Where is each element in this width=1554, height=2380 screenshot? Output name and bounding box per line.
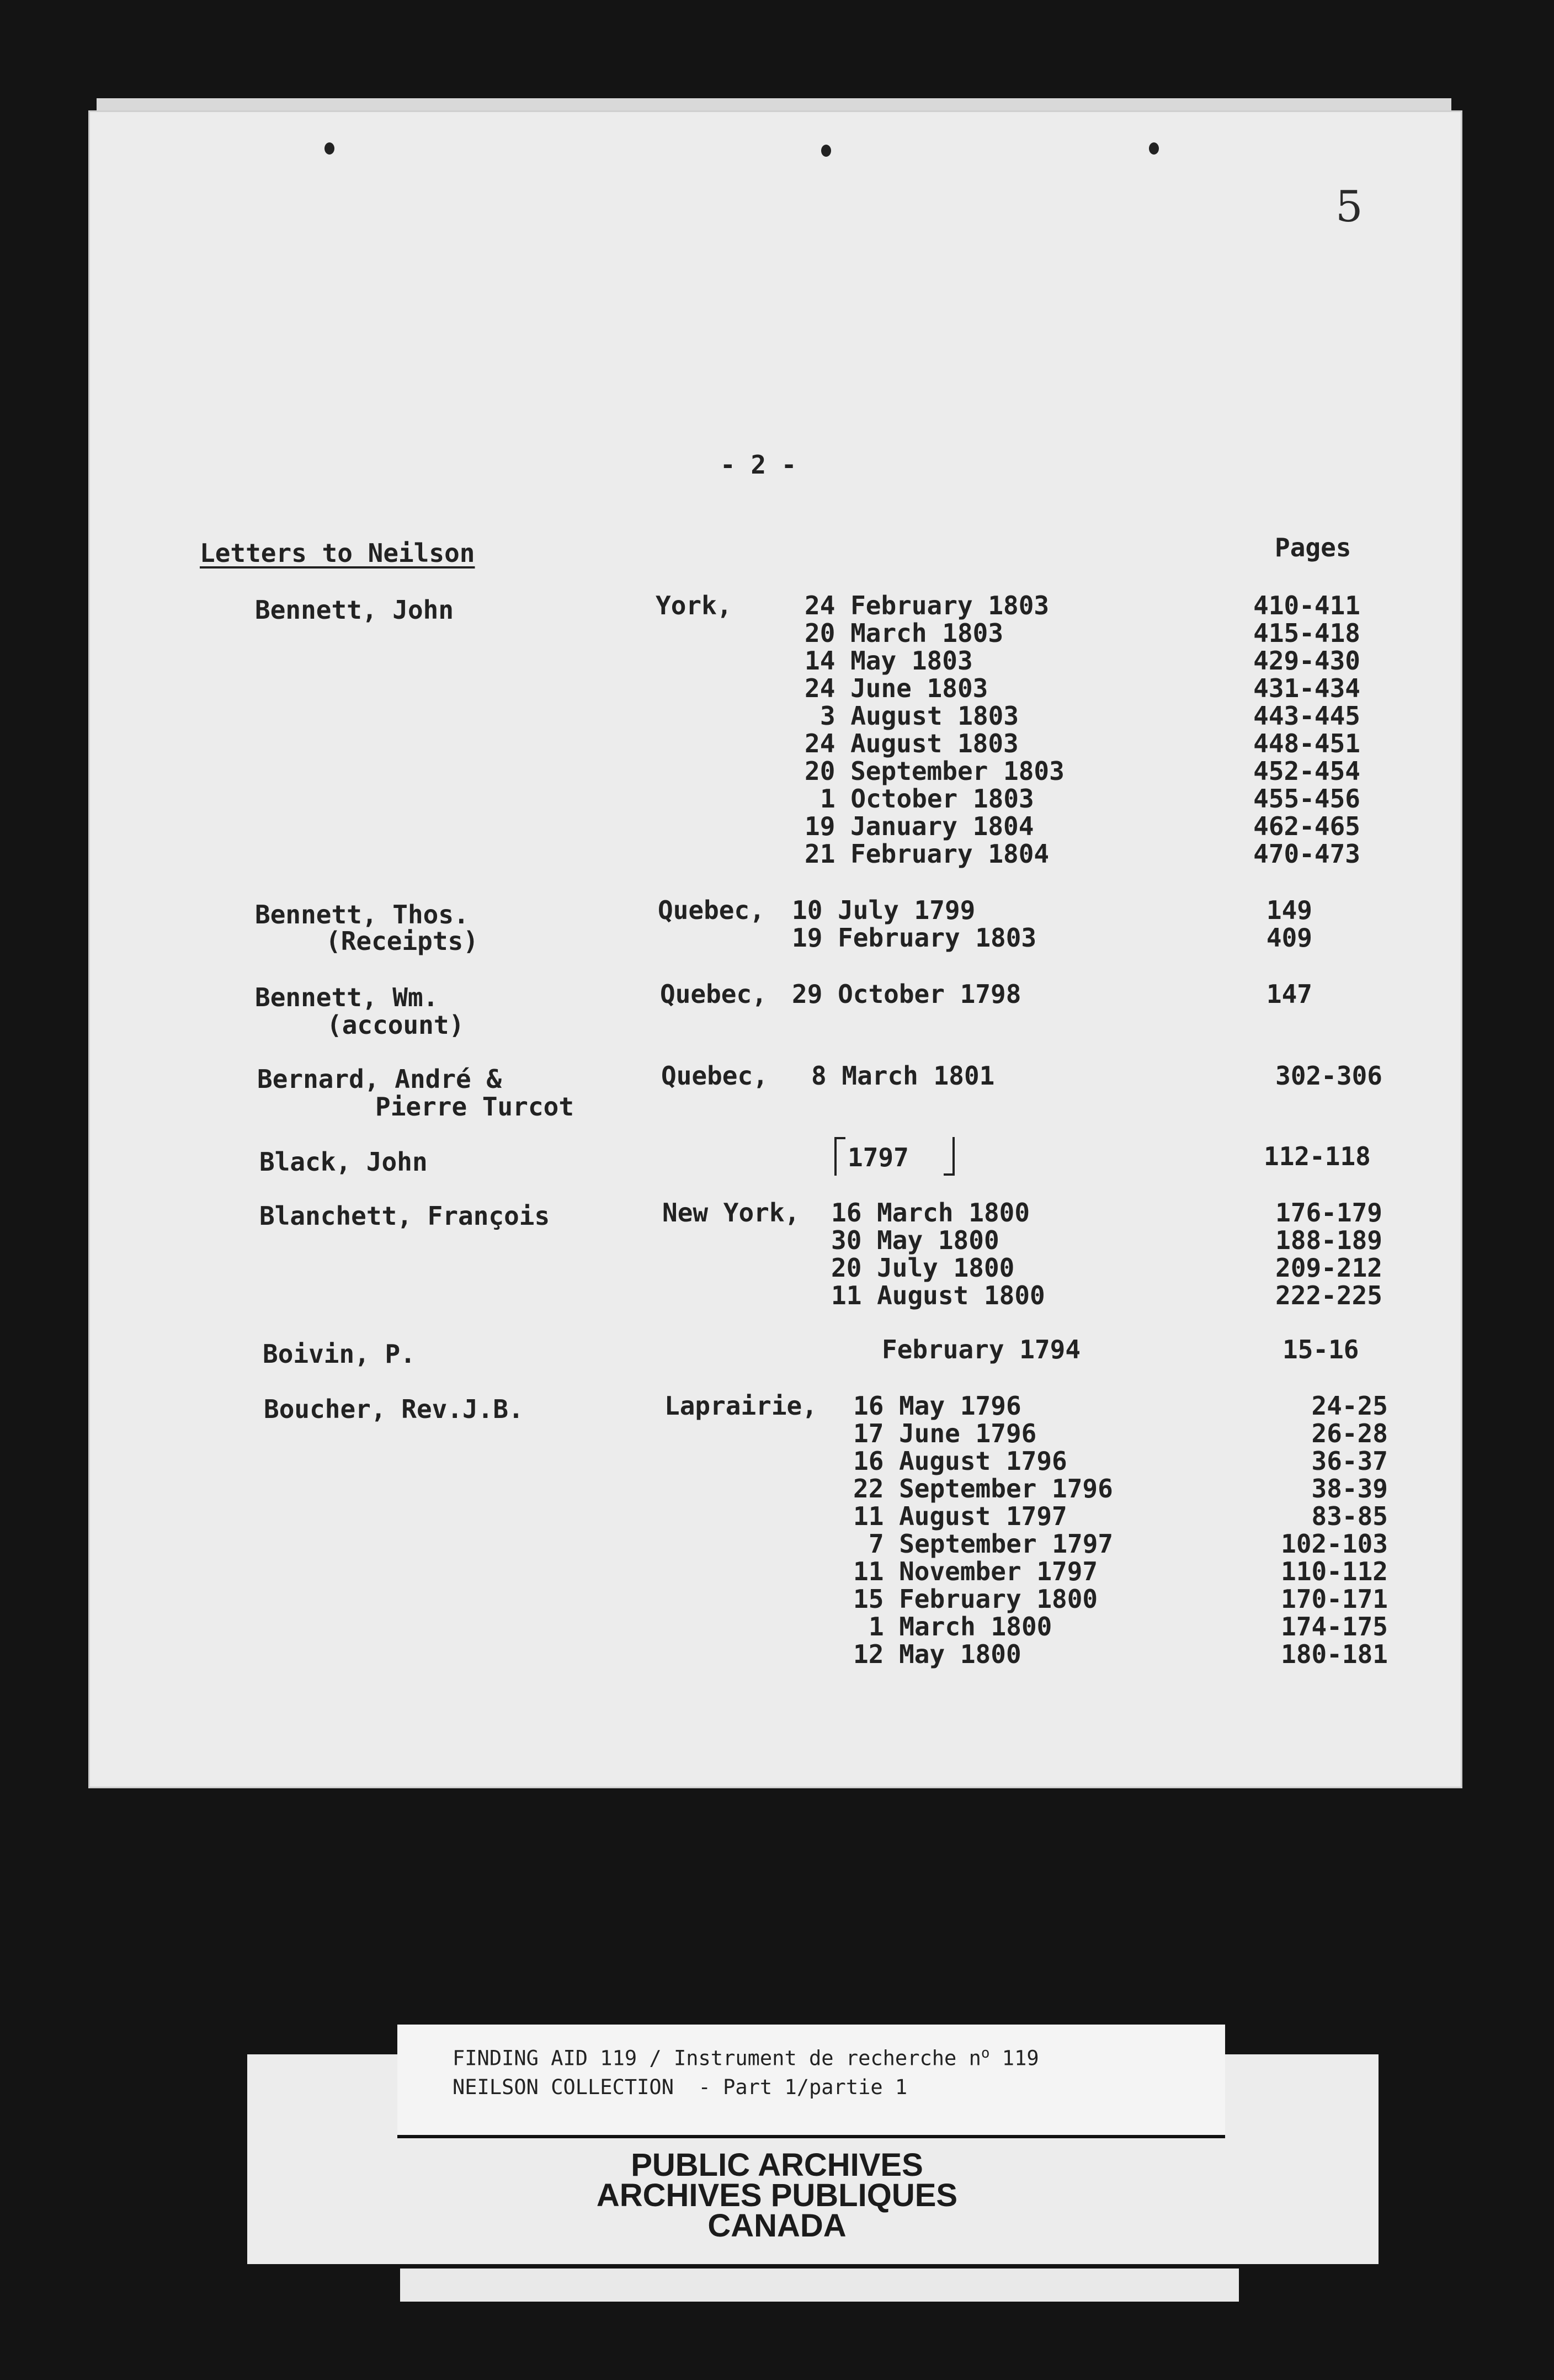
date: 17 June 1796 [853,1419,1037,1448]
correspondent-note: (account) [327,1010,465,1040]
date: 12 May 1800 [853,1639,1021,1669]
place: Quebec, [658,895,765,925]
date: 19 January 1804 [805,811,1034,841]
place: York, [656,591,732,620]
date: 16 March 1800 [831,1198,1030,1228]
place: Laprairie, [664,1391,817,1421]
page-range: 15-16 [1282,1335,1359,1364]
page-range: 222-225 [1275,1281,1382,1310]
page-range: 24-25 [1311,1391,1388,1421]
stamped-page-number: 5 [1335,182,1363,232]
bracketed-date: 1797 [848,1143,909,1172]
date: 16 May 1796 [853,1391,1021,1421]
archives-name-french: ARCHIVES PUBLIQUES [596,2177,958,2213]
section-heading: Letters to Neilson [200,538,475,568]
page-range: 176-179 [1275,1198,1382,1228]
date: 11 November 1797 [853,1556,1098,1586]
archives-name-english: PUBLIC ARCHIVES [631,2147,923,2183]
page-range: 462-465 [1253,811,1360,841]
date: 24 August 1803 [805,729,1019,758]
page-range: 302-306 [1275,1061,1382,1091]
date: 22 September 1796 [853,1474,1113,1504]
page-range: 110-112 [1281,1556,1388,1586]
page-range: 429-430 [1253,646,1360,676]
page-range: 470-473 [1253,839,1360,869]
pages-column-header: Pages [1275,533,1351,562]
date: 1 October 1803 [820,784,1034,814]
finding-aid-line-2: NEILSON COLLECTION - Part 1/partie 1 [453,2075,908,2099]
page-range: 180-181 [1281,1639,1388,1669]
page-range: 443-445 [1253,701,1360,731]
page-range: 409 [1266,923,1312,953]
correspondent-note: (Receipts) [326,926,478,956]
typed-page-marker: - 2 - [720,450,797,480]
page-range: 147 [1266,979,1312,1009]
page-range: 83-85 [1311,1501,1388,1531]
page-range: 209-212 [1275,1253,1382,1283]
page-range: 452-454 [1253,756,1360,786]
correspondent-name: Boivin, P. [263,1339,416,1369]
correspondent-name-cont: Pierre Turcot [375,1092,574,1122]
date: 20 September 1803 [805,756,1065,786]
date: 24 June 1803 [805,673,988,703]
date: 21 February 1804 [805,839,1050,869]
date: 19 February 1803 [792,923,1037,953]
place: New York, [662,1198,800,1228]
page-range: 26-28 [1311,1419,1388,1448]
page-range: 188-189 [1275,1225,1382,1255]
page-range: 415-418 [1253,618,1360,648]
date: 10 July 1799 [792,895,976,925]
document-page [88,110,1462,1788]
place: Quebec, [660,979,767,1009]
punch-hole [324,142,334,155]
page-range: 36-37 [1311,1446,1388,1476]
page-range: 431-434 [1253,673,1360,703]
date: 3 August 1803 [820,701,1019,731]
correspondent-name: Bennett, John [255,595,454,625]
date: 14 May 1803 [805,646,973,676]
correspondent-name: Blanchett, François [259,1201,550,1231]
date: 1 March 1800 [869,1612,1052,1641]
page-range: 170-171 [1281,1584,1388,1614]
date: 11 August 1800 [831,1281,1045,1310]
date: 20 March 1803 [805,618,1004,648]
date: 20 July 1800 [831,1253,1015,1283]
archives-country: CANADA [707,2208,847,2244]
date: 30 May 1800 [831,1225,999,1255]
date: 11 August 1797 [853,1501,1067,1531]
finding-aid-text: FINDING AID 119 / Instrument de recherche n [453,2046,981,2070]
page-range: 448-451 [1253,729,1360,758]
correspondent-name: Bernard, André & [257,1064,502,1094]
date: 29 October 1798 [792,979,1021,1009]
date: 16 August 1796 [853,1446,1067,1476]
finding-aid-superscript: o [981,2045,990,2062]
page-range: 102-103 [1281,1529,1388,1559]
correspondent-name: Boucher, Rev.J.B. [264,1394,524,1424]
date: 7 September 1797 [869,1529,1114,1559]
date: 15 February 1800 [853,1584,1098,1614]
correspondent-name: Bennett, Thos. [255,900,469,929]
page-range: 410-411 [1253,591,1360,620]
page-range: 149 [1266,895,1312,925]
punch-hole [1149,142,1159,155]
page-range: 455-456 [1253,784,1360,814]
date: February 1794 [882,1335,1081,1364]
correspondent-name: Black, John [259,1147,428,1177]
date: 8 March 1801 [811,1061,995,1091]
page-range: 38-39 [1311,1474,1388,1504]
correspondent-name: Bennett, Wm. [255,982,439,1012]
page-range: 112-118 [1264,1141,1371,1171]
punch-hole [821,145,831,157]
date: 24 February 1803 [805,591,1050,620]
finding-aid-number: 119 [989,2046,1039,2070]
page-range: 174-175 [1281,1612,1388,1641]
label-bottom-strip [400,2269,1239,2302]
place: Quebec, [661,1061,768,1091]
finding-aid-line-1 [453,2045,1039,2070]
